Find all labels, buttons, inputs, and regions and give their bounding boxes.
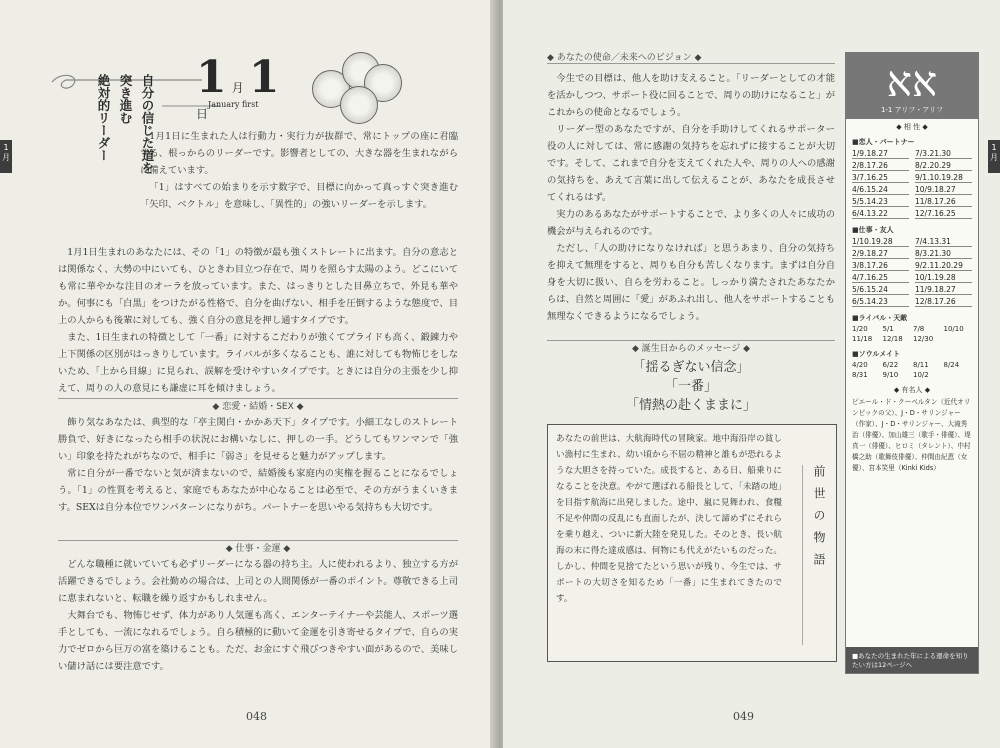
- lover-date: 12/7.16.25: [915, 209, 972, 219]
- tab-unit: 月: [990, 153, 998, 162]
- work-date: 2/9.18.27: [852, 249, 909, 259]
- compatibility-sidebar: [845, 52, 979, 674]
- sidebar-note: ■あなたの生まれた年による運命を知りたい方は12ページへ: [846, 647, 978, 673]
- work-paragraph: 大舞台でも、物怖じせず、体力があり人気運も高く、エンターテイナーや芸能人、スポーツ選手としても、一流になれるでしょう。自ら積極的に動いて金運を引き寄せるタイプで、自らの実力でゼロから巨万の富を築けることも。ただ、お金にすぐ飛びつきやすい面があるので、美味しい儲け話には要注意です。: [58, 610, 458, 672]
- work-date: 9/2.11.20.29: [915, 261, 972, 271]
- mission-paragraph: 今生での目標は、他人を助け支えること。「リーダーとしての才能を活かしつつ、サポート役に回ることで、周りの助けになること」がこれからの使命となるでしょう。: [547, 73, 835, 118]
- mission-text: [547, 70, 835, 320]
- flower-icon: [340, 86, 378, 124]
- love-section-heading: ◆ 恋愛・結婚・SEX ◆: [58, 398, 458, 412]
- intro-paragraph: 「1」はすべての始まりを示す数字で、目標に向かって真っすぐ突き進む「矢印、ベクトル」を意味し、「異性的」の強いリーダーを示します。: [140, 182, 458, 210]
- tagline-line-1: 自分の信じた道を: [140, 74, 155, 174]
- work-date: 4/7.16.25: [852, 273, 909, 283]
- soul-date: 8/24: [943, 361, 960, 369]
- intro-text-lower: [58, 244, 458, 394]
- mission-heading: ◆ あなたの使命／未来へのビジョン ◆: [547, 50, 835, 64]
- intro-text-upper: [140, 128, 458, 240]
- sidebar-header: [846, 53, 978, 119]
- work-date: 7/4.13.31: [915, 237, 972, 247]
- lover-date: 5/5.14.23: [852, 197, 909, 207]
- work-date: 3/8.17.26: [852, 261, 909, 271]
- lover-date: 1/9.18.27: [852, 149, 909, 159]
- tagline-line-2: 突き進む: [118, 74, 133, 124]
- rival-date: 1/20: [852, 325, 868, 333]
- soul-date: 10/2: [913, 371, 929, 379]
- page-number: 049: [733, 710, 754, 723]
- love-text: [58, 414, 458, 532]
- soul-date: 8/31: [852, 371, 868, 379]
- lover-date: 10/9.18.27: [915, 185, 972, 195]
- love-paragraph: 飾り気なあなたは、典型的な「亭主関白・かかあ天下」タイプです。小細工なしのストレート勝負で、好きになったら相手の状況にお構いなしに、押しの一手。どうしてもワンマンで「強い」印象を持たれがちなので、相手に「弱さ」を見せると魅力がアップします。: [58, 417, 458, 462]
- date-day-unit: 日: [196, 107, 209, 121]
- date-month-unit: 月: [231, 81, 244, 95]
- work-paragraph: どんな職種に就いていても必ずリーダーになる器の持ち主。人に使われるより、独立する方が活躍できるでしょう。会社勤めの場合は、上司との人間関係が一番のポイント。尊敬できる上司に恵まれないと、転職を繰り返すかもしれません。: [58, 559, 458, 604]
- hebrew-glyph: אא: [886, 57, 938, 106]
- work-text: [58, 556, 458, 686]
- work-date: 6/5.14.23: [852, 297, 909, 307]
- mission-paragraph: 実力のあるあなたがサポートすることで、より多くの人々に成功の機会が与えられるのです。: [547, 209, 835, 237]
- message-heading: ◆ 誕生日からのメッセージ ◆: [547, 340, 835, 354]
- rival-date: 12/30: [913, 335, 934, 343]
- rival-date: 10/10: [943, 325, 964, 333]
- message-quote: 「情熱の赴くままに」: [625, 398, 756, 413]
- message-quotes: [547, 356, 835, 413]
- soul-date: 4/20: [852, 361, 868, 369]
- lover-label: ■恋人・パートナー: [852, 138, 915, 146]
- work-date: 12/8.17.26: [915, 297, 972, 307]
- soul-date: 9/10: [882, 371, 899, 379]
- soul-label: ■ソウルメイト: [852, 350, 901, 358]
- work-date: 11/9.18.27: [915, 285, 972, 295]
- rival-dates: [846, 325, 978, 343]
- date-day: 1: [248, 52, 280, 103]
- lover-date: 11/8.17.26: [915, 197, 972, 207]
- lover-date: 2/8.17.26: [852, 161, 909, 171]
- love-paragraph: 常に自分が一番でないと気が済まないので、結婚後も家庭内の実権を握ることになるでしょう。「1」の性質を考えると、家庭でもあなたが中心なることは必至で、その方がうまくいきます。SEXは自分本位でワンパターンになりがち。パートナーを思いやる気持ちも大切です。: [58, 468, 458, 513]
- rival-date: 5/1: [882, 325, 894, 333]
- tab-unit: 月: [2, 153, 10, 162]
- page-number: 048: [246, 710, 267, 723]
- lover-date: 9/1.10.19.28: [915, 173, 972, 183]
- past-life-box: [547, 424, 837, 662]
- work-section-heading: ◆ 仕事・金運 ◆: [58, 540, 458, 554]
- message-quote: 「一番」: [664, 379, 717, 394]
- work-dates: [846, 237, 978, 307]
- intro-paragraph: また、1日生まれの特徴として「一番」に対するこだわりが強くてプライドも高く、鍛錬力や上下関係の区別がはっきりしています。ライバルが多くなることも、誰に対しても物怖じをしないため、「上から目線」に見られ、誤解を受けやすいタイプです。ときには自分の主張を少し抑えて、周りの人の意見にも謙虚に耳を傾けましょう。: [58, 332, 458, 394]
- tab-day: 1: [3, 143, 9, 152]
- work-label: ■仕事・友人: [852, 226, 894, 234]
- lover-date: 8/2.20.29: [915, 161, 972, 171]
- past-life-text: あなたの前世は、大航海時代の冒険家。地中海沿岸の貧しい漁村に生まれ、幼い頃から不屈の精神と誰もが恐れるような大胆さを持っていた。成長すると、ある日、船乗りになることを決意。やがて選ばれる船長として、「未踏の地」を目指す航海に出発しました。途中、嵐に見舞われ、食糧不足や仲間の反乱にも直面したが、決して諦めずにそれらを乗り越え、ついに新大陸を発見した。そのとき、長い航海の末に得た達成感は、何物にも代えがたいものだった。しかし、仲間を見捨てたという思いが残り、今生では、サポートの大切さを知るため「一番」に生まれてきたのです。: [556, 434, 782, 604]
- famous-list: ピエール・ド・クーベルタン（近代オリンピックの父）、J・D・サリンジャー（作家）、J・D・サリンジャー、大滝秀治（俳優）、加山雄三（歌手・俳優）、堤真一（俳優）、ヒロミ（タレント）、中村橋之助（歌舞伎俳優）、仲間由紀恵（女優）、宮本笑里（Kinki Kids）: [852, 398, 971, 472]
- date-month: 1: [196, 52, 227, 103]
- lover-date: 6/4.13.22: [852, 209, 909, 219]
- lover-dates: [846, 149, 978, 219]
- right-page: [503, 0, 1000, 748]
- rival-label: ■ライバル・天敵: [852, 314, 908, 322]
- lover-date: 7/3.21.30: [915, 149, 972, 159]
- work-date: 10/1.19.28: [915, 273, 972, 283]
- compat-heading: ◆ 相 性 ◆: [896, 123, 928, 131]
- month-tab: [0, 140, 12, 173]
- message-quote: 「揺るぎない信念」: [632, 360, 750, 375]
- famous-heading: ◆ 有名人 ◆: [893, 386, 931, 394]
- soul-dates: [846, 361, 978, 379]
- soul-date: 8/11: [913, 361, 929, 369]
- tagline-line-3: 絶対的リーダー: [96, 74, 111, 162]
- intro-paragraph: 1月1日に生まれた人は行動力・実行力が抜群で、常にトップの座に君臨する、根っからのリーダーです。影響者としての、大きな器を生まれながらに備えています。: [140, 131, 458, 176]
- intro-paragraph: 1月1日生まれのあなたには、その「1」の特徴が最も強くストレートに出ます。自分の意志とは関係なく、大勢の中にいても、ひときわ目立つ存在で、周りを照らす太陽のよう。どこにいても常に華やかな注目のオーラを放っています。また、はっきりとした目鼻立ちで、外見も華やか。何事にも「白黒」をつけたがる性格で、自分を曲げない、相手を圧倒するような態度で、目上の人からも後輩に対しても、強く自分の意見を押し通すタイプです。: [58, 247, 458, 326]
- work-date: 8/3.21.30: [915, 249, 972, 259]
- soul-date: 6/22: [882, 361, 899, 369]
- past-life-title: 前世の物語: [802, 465, 828, 645]
- mission-paragraph: ただし、「人の助けになりなければ」と思うあまり、自分の気持ちを抑えて無理をすると、周りも自分も苦しくなります。まずは自分自身を大切に扱い、自らを労わること。しっかり満たされたあなたからは、自然と周囲に「愛」があふれ出し、他人をサポートすることも無理なくできるようになるでしょう。: [547, 243, 835, 320]
- mission-paragraph: リーダー型のあなたですが、自分を手助けしてくれるサポーター役の人に対しては、常に感謝の気持ちを忘れずに接することが大切です。そして、これまで自分を支えてくれた人や、周りの人への感謝の気持ちを、あえて言葉に出して伝えることが、あなたを成長させてくれるはず。: [547, 124, 835, 203]
- month-tab: [988, 140, 1000, 173]
- lover-date: 3/7.16.25: [852, 173, 909, 183]
- lover-date: 4/6.15.24: [852, 185, 909, 195]
- rival-date: 11/18: [852, 335, 873, 343]
- rival-date: 12/18: [882, 335, 903, 343]
- work-date: 5/6.15.24: [852, 285, 909, 295]
- hebrew-caption: 1-1 アリフ・アリフ: [880, 106, 944, 114]
- left-page: [0, 0, 497, 748]
- work-date: 1/10.19.28: [852, 237, 909, 247]
- tab-day: 1: [991, 143, 997, 152]
- date-english: January first: [208, 100, 259, 109]
- rival-date: 7/8: [913, 325, 925, 333]
